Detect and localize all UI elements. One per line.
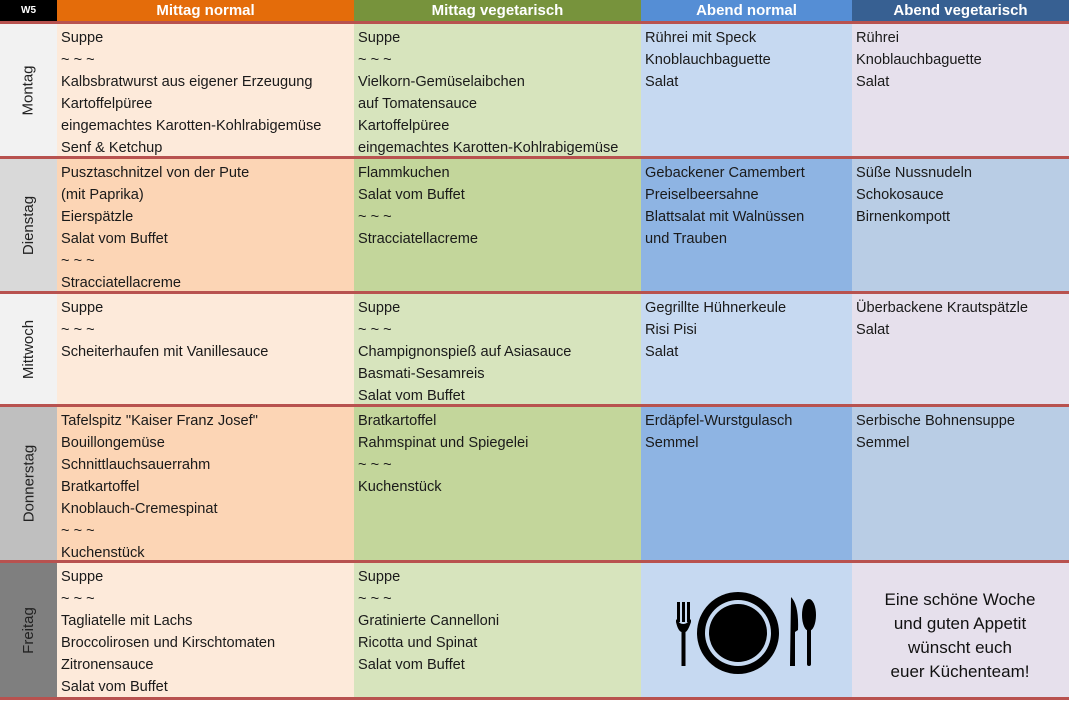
menu-cell-freitag-mittag-normal <box>57 563 354 697</box>
menu-item: Kartoffelpüree <box>358 118 450 134</box>
menu-item: ~ ~ ~ <box>61 52 95 68</box>
column-header-mittag-normal: Mittag normal <box>57 0 354 21</box>
menu-cell-donnerstag-abend-normal <box>641 407 852 560</box>
menu-cell-dienstag-mittag-normal <box>57 159 354 291</box>
menu-item: Bouillongemüse <box>61 435 165 451</box>
menu-item: Knoblauchbaguette <box>645 52 771 68</box>
menu-item: Birnenkompott <box>856 209 951 225</box>
menu-item: Senf & Ketchup <box>61 140 163 156</box>
row-separator <box>0 697 1069 700</box>
menu-item: ~ ~ ~ <box>358 591 392 607</box>
day-name: Mittwoch <box>20 319 37 379</box>
menu-item: Vielkorn-Gemüselaibchen <box>358 74 525 90</box>
menu-item: Salat vom Buffet <box>358 187 465 203</box>
menu-item: Flammkuchen <box>358 165 450 181</box>
greeting-message <box>852 575 1068 697</box>
menu-item: eingemachtes Karotten-Kohlrabigemüse <box>358 140 619 156</box>
menu-item: Blattsalat mit Walnüssen <box>645 209 805 225</box>
column-header-abend-vegetarisch: Abend vegetarisch <box>852 0 1069 21</box>
menu-item: ~ ~ ~ <box>358 322 392 338</box>
menu-item: (mit Paprika) <box>61 187 144 203</box>
menu-item: Rührei <box>856 30 899 46</box>
menu-item: Risi Pisi <box>645 322 697 338</box>
day-label-freitag <box>0 563 57 697</box>
menu-item: Zitronensauce <box>61 657 154 673</box>
menu-item: Salat <box>856 74 890 90</box>
menu-cell-montag-mittag-normal <box>57 24 354 156</box>
menu-cell-montag-mittag-vegetarisch <box>354 24 641 156</box>
menu-item: Kuchenstück <box>358 479 442 495</box>
menu-item: Salat <box>645 74 679 90</box>
day-label-donnerstag <box>0 407 57 560</box>
menu-item: ~ ~ ~ <box>61 523 95 539</box>
menu-item: Scheiterhaufen mit Vanillesauce <box>61 344 269 360</box>
plate-cutlery-icon <box>641 575 852 697</box>
menu-cell-freitag-mittag-vegetarisch <box>354 563 641 697</box>
menu-item: Bratkartoffel <box>358 413 437 429</box>
menu-item: Basmati-Sesamreis <box>358 366 485 382</box>
menu-item: Bratkartoffel <box>61 479 140 495</box>
menu-item: Stracciatellacreme <box>358 231 479 247</box>
menu-item: Überbackene Krautspätzle <box>856 300 1028 316</box>
menu-item: Erdäpfel-Wurstgulasch <box>645 413 793 429</box>
menu-item: Salat vom Buffet <box>358 388 465 404</box>
menu-item: Kuchenstück <box>61 545 145 560</box>
menu-item: ~ ~ ~ <box>61 322 95 338</box>
menu-item: Pusztaschnitzel von der Pute <box>61 165 250 181</box>
menu-item: Broccolirosen und Kirschtomaten <box>61 635 276 651</box>
menu-item: Salat <box>856 322 890 338</box>
menu-item: Salat vom Buffet <box>358 657 465 673</box>
menu-item: Suppe <box>61 300 104 316</box>
menu-cell-mittwoch-abend-vegetarisch <box>852 294 1069 404</box>
menu-cell-mittwoch-abend-normal <box>641 294 852 404</box>
menu-item: Tagliatelle mit Lachs <box>61 613 193 629</box>
menu-item: Serbische Bohnensuppe <box>856 413 1016 429</box>
menu-item: Ricotta und Spinat <box>358 635 478 651</box>
spoon-icon <box>802 599 816 666</box>
menu-cell-dienstag-abend-normal <box>641 159 852 291</box>
menu-item: Suppe <box>358 569 401 585</box>
menu-item: Tafelspitz "Kaiser Franz Josef" <box>61 413 258 429</box>
menu-item: ~ ~ ~ <box>358 52 392 68</box>
menu-item: Schokosauce <box>856 187 944 203</box>
greeting-line: Eine schöne Woche <box>884 590 1036 609</box>
menu-cell-mittwoch-mittag-vegetarisch <box>354 294 641 404</box>
menu-item: Semmel <box>856 435 910 451</box>
menu-item: ~ ~ ~ <box>61 253 95 269</box>
menu-item: Knoblauchbaguette <box>856 52 982 68</box>
menu-item: Preiselbeersahne <box>645 187 759 203</box>
menu-item: Schnittlauchsauerrahm <box>61 457 211 473</box>
day-name: Freitag <box>20 606 37 654</box>
menu-item: Gebackener Camembert <box>645 165 805 181</box>
menu-item: Süße Nussnudeln <box>856 165 973 181</box>
menu-item: ~ ~ ~ <box>358 457 392 473</box>
menu-cell-montag-abend-vegetarisch <box>852 24 1069 156</box>
menu-item: Eierspätzle <box>61 209 134 225</box>
day-label-dienstag <box>0 159 57 291</box>
column-header-mittag-vegetarisch: Mittag vegetarisch <box>354 0 641 21</box>
menu-item: auf Tomatensauce <box>358 96 477 112</box>
menu-cell-donnerstag-mittag-normal <box>57 407 354 560</box>
menu-item: Gegrillte Hühnerkeule <box>645 300 787 316</box>
menu-item: Salat <box>645 344 679 360</box>
menu-item: ~ ~ ~ <box>61 591 95 607</box>
day-label-montag <box>0 24 57 156</box>
fork-icon <box>676 602 691 666</box>
column-header-abend-normal: Abend normal <box>641 0 852 21</box>
menu-cell-montag-abend-normal <box>641 24 852 156</box>
menu-item: Gratinierte Cannelloni <box>358 613 500 629</box>
week-label: W5 <box>0 0 57 21</box>
menu-cell-donnerstag-abend-vegetarisch <box>852 407 1069 560</box>
menu-cell-mittwoch-mittag-normal <box>57 294 354 404</box>
menu-cell-dienstag-mittag-vegetarisch <box>354 159 641 291</box>
day-name: Dienstag <box>20 195 38 255</box>
greeting-line: euer Küchenteam! <box>890 662 1030 681</box>
day-name: Montag <box>19 64 37 116</box>
menu-item: Suppe <box>358 300 401 316</box>
menu-cell-donnerstag-mittag-vegetarisch <box>354 407 641 560</box>
menu-item: Rührei mit Speck <box>645 30 757 46</box>
menu-item: ~ ~ ~ <box>358 209 392 225</box>
menu-item: Suppe <box>61 30 104 46</box>
day-name: Donnerstag <box>20 444 37 523</box>
menu-item: Suppe <box>61 569 104 585</box>
menu-cell-dienstag-abend-vegetarisch <box>852 159 1069 291</box>
menu-item: Champignonspieß auf Asiasauce <box>358 344 572 360</box>
menu-item: Stracciatellacreme <box>61 275 182 291</box>
menu-item: und Trauben <box>645 231 727 247</box>
menu-item: Rahmspinat und Spiegelei <box>358 435 529 451</box>
day-label-mittwoch <box>0 294 57 404</box>
menu-item: Semmel <box>645 435 699 451</box>
menu-item: Kartoffelpüree <box>61 96 153 112</box>
greeting-line: wünscht euch <box>908 638 1012 657</box>
menu-item: eingemachtes Karotten-Kohlrabigemüse <box>61 118 322 134</box>
menu-item: Salat vom Buffet <box>61 231 168 247</box>
menu-item: Knoblauch-Cremespinat <box>61 501 218 517</box>
knife-icon <box>790 597 798 666</box>
menu-item: Kalbsbratwurst aus eigener Erzeugung <box>61 74 313 90</box>
menu-item: Salat vom Buffet <box>61 679 168 695</box>
menu-item: Suppe <box>358 30 401 46</box>
plate-inner <box>709 604 767 662</box>
greeting-line: und guten Appetit <box>893 614 1027 633</box>
